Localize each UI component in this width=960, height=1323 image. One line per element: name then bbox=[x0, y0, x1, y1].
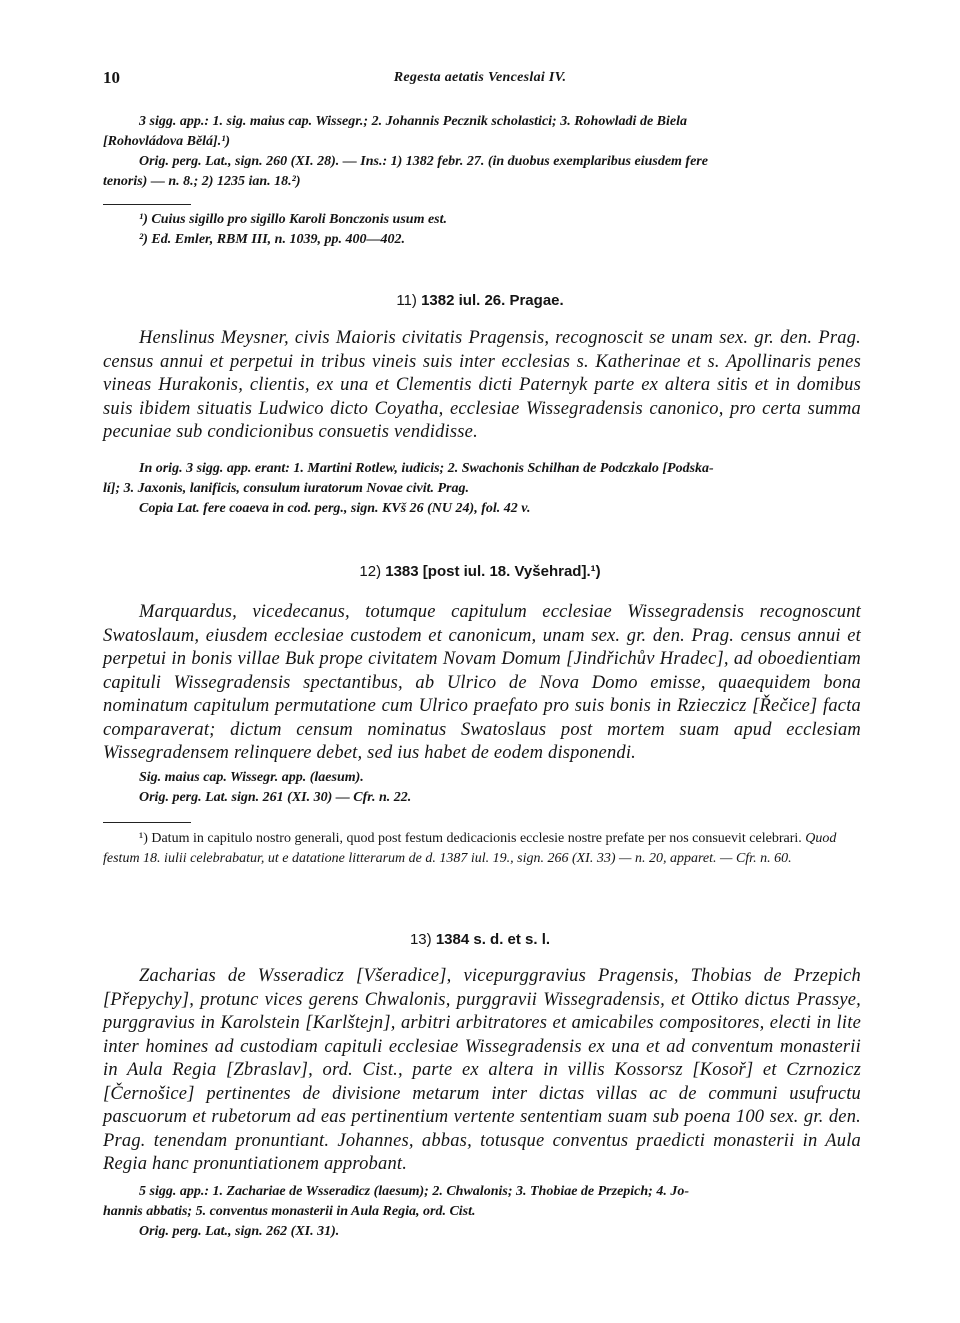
running-title: Regesta aetatis Venceslai IV. bbox=[393, 70, 567, 85]
entry-12-regest bbox=[103, 601, 861, 766]
note-line: 5 sigg. app.: 1. Zachariae de Wsseradicz (laesum); 2. Chwalonis; 3. Thobiae de Przepich; 4. Jo- bbox=[139, 1184, 690, 1199]
page-number: 10 bbox=[103, 68, 120, 87]
footnote-rule bbox=[103, 204, 191, 205]
footnote-quote: ¹) Datum in capitulo nostro generali, quod post festum dedicacionis ecclesie nostre prefate per nos consuevit celebrari. bbox=[139, 831, 802, 846]
regest-text: Zacharias de Wsseradicz [Všeradice], vicepurggravius Pragensis, Thobias de Przepich [Přepychy], protunc vices gerens Chwalonis, purggravii Wissegradensis, et Ottiko dictus Prassye, purggravius in Karolstein [Karlštejn], arbitri arbitratores et amicabiles compositores, electi in lite inter homines ad custodiam capituli ecclesiae Wissegradensis ex una et ad conventum monasterii in Aula Regia [Zbraslav], ord. Cist., parte ex altera in villis Kossorsz [Kosoř] et Czrnozicz [Černošice] pertinentes de divisione metarum inter dictas villas ac de communi usufructu pascuorum et rubetorum ad eas pertinentium vertente sententiam suam sub poena 100 sex. gr. den. Prag. tenendam pronuntiant. Johannes, abbas, totusque conventus praedicti monasterii in Aula Regia hanc pronuntiationem approbant. bbox=[103, 966, 861, 1174]
entry-date: 1383 [post iul. 18. Vyšehrad].¹) bbox=[385, 563, 601, 580]
entry-12-notes bbox=[103, 768, 861, 808]
entry-number: 11) bbox=[396, 292, 417, 309]
note-line: Sig. maius cap. Wissegr. app. (laesum). bbox=[139, 770, 364, 785]
entry-13-heading bbox=[0, 931, 960, 948]
entry-11-regest bbox=[103, 327, 861, 445]
entry-number: 13) bbox=[409, 931, 432, 948]
entry-date: 1384 s. d. et s. l. bbox=[435, 931, 551, 948]
entry-11-notes bbox=[103, 459, 861, 519]
seal-notes-top bbox=[103, 112, 861, 192]
regest-text: Marquardus, vicedecanus, totumque capitulum ecclesiae Wissegradensis recognoscunt Swatoslaum, eiusdem ecclesiae custodem et canonicum, unam sex. gr. den. Prag. census annui et perpetui in bonis villae Buk prope civitatem Novam Domum [Jindřichův Hradec], ad oboedientiam capituli Wissegradensis spectantibus, ab Ulrico de Nova Domo emisse, quaequidem bona nominatum capitulum permutatione cum Ulrico praefato pro suis bonis in Rzieczicz [Řečice] facta comparaverat; dictum censum nominatus Swatoslaus post mortem suam apud ecclesiam Wissegradensem relinquere debet, sed ius habet de eodem disponendi. bbox=[103, 602, 861, 763]
regest-text: Henslinus Meysner, civis Maioris civitatis Pragensis, recognoscit se unam sex. gr. den. Prag. census annui et perpetui in tribus vineis suis inter ecclesias s. Katherinae et s. Apollinaris penes vineas Hurakonis, clientis, ex una et Clementis dicti Paternyk parte ex altera sitis et in domibus suis ibidem situatis Ludwico dicto Coyatha, ecclesiae Wissegradensis canonico, pro certa summa pecuniae sub condicionibus consuetis vendidisse. bbox=[103, 328, 861, 442]
entry-11-heading bbox=[0, 292, 960, 309]
seal-note-line: [Rohovládova Bělá].¹) bbox=[103, 134, 231, 149]
seal-note-line: tenoris) — n. 8.; 2) 1235 ian. 18.²) bbox=[103, 174, 301, 189]
footnote-rule bbox=[103, 822, 191, 823]
entry-13-notes bbox=[103, 1182, 861, 1242]
footnote-comment: Quod festum 18. iulii celebrabatur, ut e datatione litterarum de d. 1387 iul. 19., sign. 266 (XI. 33) — n. 20, apparet. — Cfr. n. 60. bbox=[103, 831, 837, 866]
seal-note-line: Orig. perg. Lat., sign. 260 (XI. 28). — Ins.: 1) 1382 febr. 27. (in duobus exemplaribus eiusdem fere bbox=[139, 154, 708, 169]
seal-note-line: 3 sigg. app.: 1. sig. maius cap. Wissegr.; 2. Johannis Pecznik scholastici; 3. Rohowladi de Biela bbox=[139, 114, 687, 129]
footnote-1: ¹) Cuius sigillo pro sigillo Karoli Bonczonis usum est. bbox=[139, 212, 448, 227]
entry-number: 12) bbox=[359, 563, 382, 580]
entry-12-footnote bbox=[103, 829, 861, 869]
note-line: hannis abbatis; 5. conventus monasterii in Aula Regia, ord. Cist. bbox=[103, 1204, 476, 1219]
footnote-2: ²) Ed. Emler, RBM III, n. 1039, pp. 400—402. bbox=[139, 232, 405, 247]
footnote-text bbox=[103, 829, 861, 869]
entry-13-regest bbox=[103, 965, 861, 1177]
note-line: lí]; 3. Jaxonis, lanificis, consulum iuratorum Novae civit. Prag. bbox=[103, 481, 469, 496]
note-line: Orig. perg. Lat., sign. 262 (XI. 31). bbox=[139, 1224, 340, 1239]
note-line: Copia Lat. fere coaeva in cod. perg., sign. KVš 26 (NU 24), fol. 42 v. bbox=[139, 501, 531, 516]
entry-date: 1382 iul. 26. Pragae. bbox=[421, 292, 564, 309]
note-line: Orig. perg. Lat. sign. 261 (XI. 30) — Cfr. n. 22. bbox=[139, 790, 412, 805]
top-footnotes bbox=[103, 210, 861, 250]
entry-12-heading bbox=[0, 563, 960, 580]
note-line: In orig. 3 sigg. app. erant: 1. Martini Rotlew, iudicis; 2. Swachonis Schilhan de Podczkalo [Podska- bbox=[139, 461, 714, 476]
